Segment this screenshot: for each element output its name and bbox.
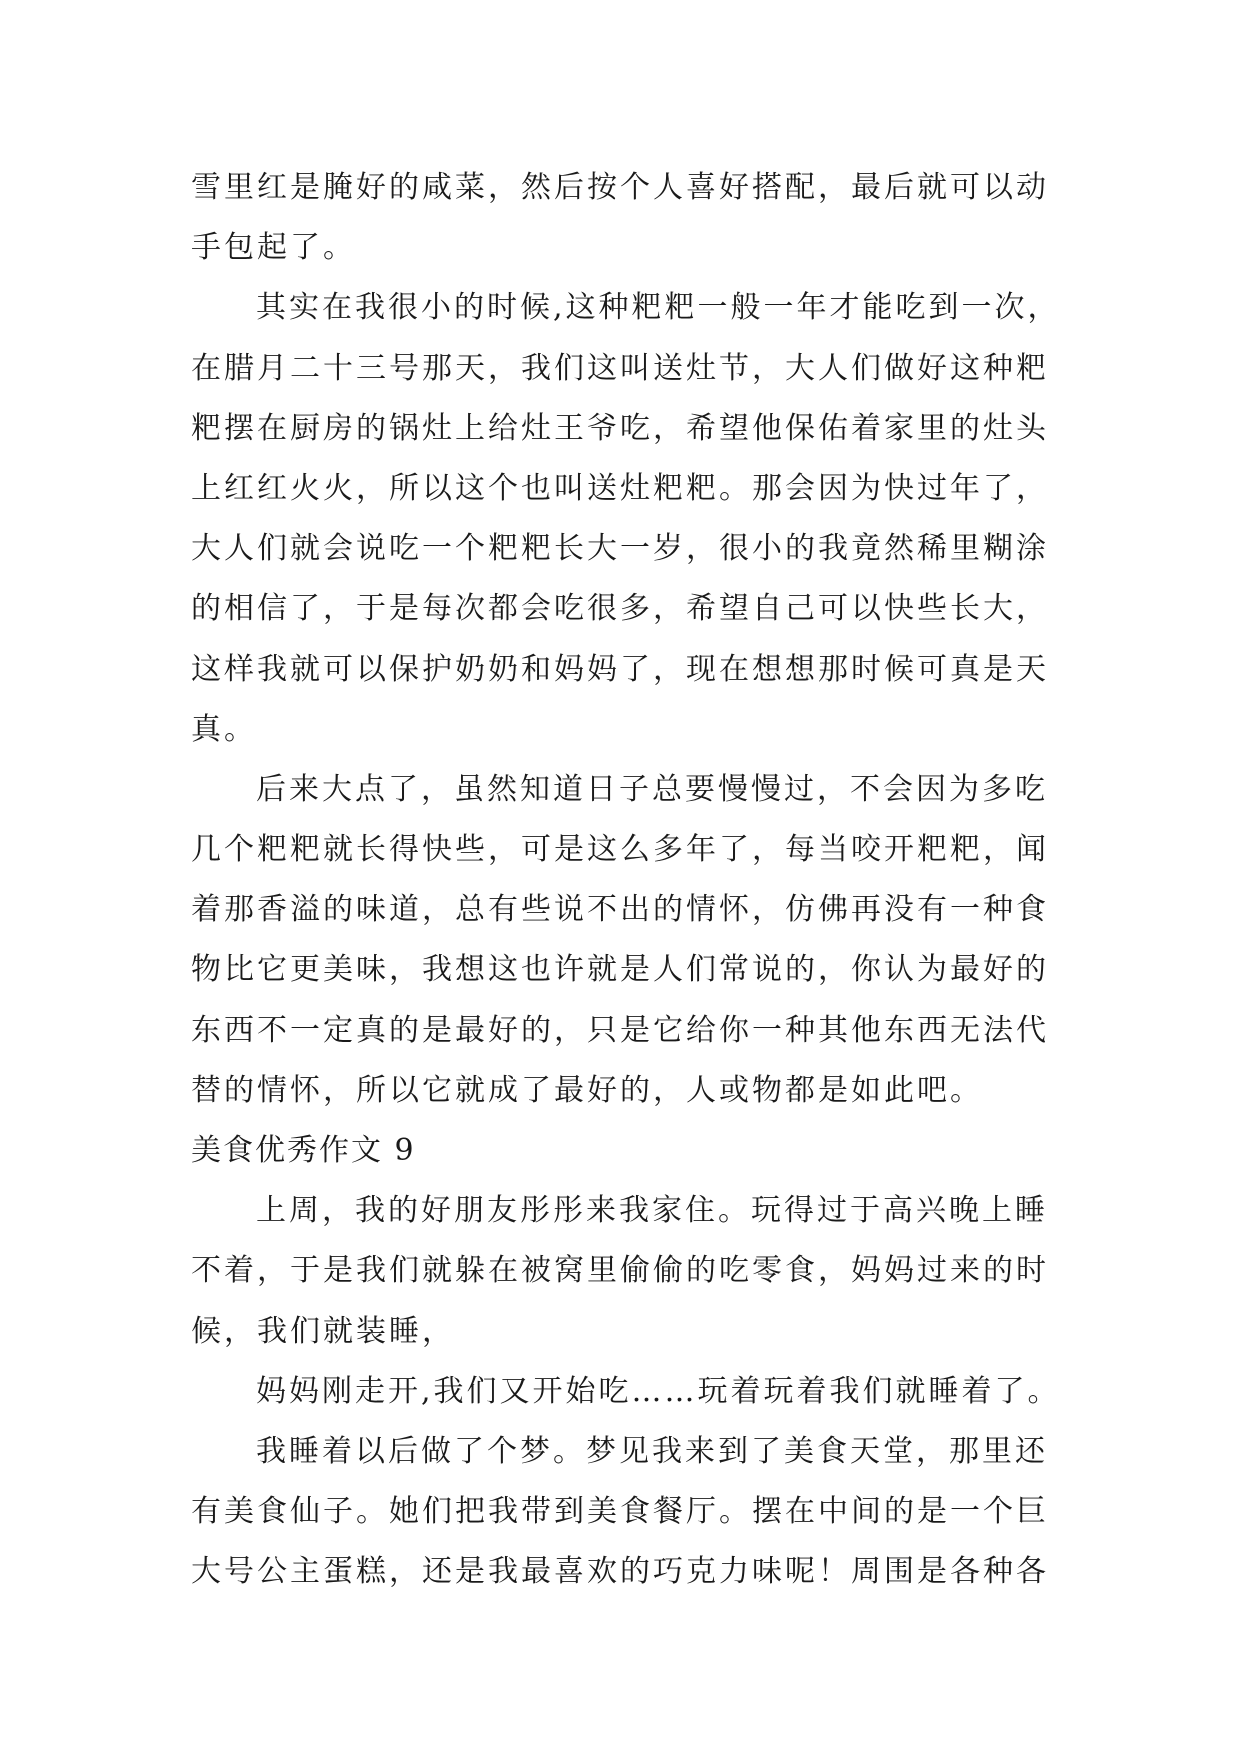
text-line: 粑摆在厨房的锅灶上给灶王爷吃，希望他保佑着家里的灶头 xyxy=(191,410,1049,446)
text-line: 在腊月二十三号那天，我们这叫送灶节，大人们做好这种粑 xyxy=(191,350,1049,386)
paragraph-3 xyxy=(191,760,1091,1121)
text-line: 真。 xyxy=(191,711,257,747)
text-line: 东西不一定真的是最好的，只是它给你一种其他东西无法代 xyxy=(191,1012,1049,1048)
text-line: 上红红火火，所以这个也叫送灶粑粑。那会因为快过年了， xyxy=(191,470,1049,506)
text-line: 有美食仙子。她们把我带到美食餐厅。摆在中间的是一个巨 xyxy=(191,1494,1049,1530)
text-line: 不着，于是我们就躲在被窝里偷偷的吃零食，妈妈过来的时 xyxy=(191,1253,1049,1289)
text-line: 我睡着以后做了个梦。梦见我来到了美食天堂，那里还 xyxy=(256,1433,1048,1469)
text-line: 大号公主蛋糕，还是我最喜欢的巧克力味呢！周围是各种各 xyxy=(191,1554,1049,1590)
paragraph-4 xyxy=(191,1181,1091,1362)
paragraph-6 xyxy=(191,1422,1091,1603)
section-title: 美食优秀作文 9 xyxy=(191,1133,416,1168)
text-line: 手包起了。 xyxy=(191,230,356,266)
document-body xyxy=(191,158,1091,1603)
text-line: 的相信了，于是每次都会吃很多，希望自己可以快些长大， xyxy=(191,591,1049,627)
text-line: 物比它更美味，我想这也许就是人们常说的，你认为最好的 xyxy=(191,952,1049,988)
paragraph-5 xyxy=(191,1362,1091,1422)
text-line: 雪里红是腌好的咸菜，然后按个人喜好搭配，最后就可以动 xyxy=(191,170,1049,205)
paragraph-1 xyxy=(191,158,1091,278)
text-line: 其实在我很小的时候,这种粑粑一般一年才能吃到一次， xyxy=(256,290,1061,326)
text-line: 妈妈刚走开,我们又开始吃……玩着玩着我们就睡着了。 xyxy=(256,1373,1061,1409)
text-line: 候，我们就装睡， xyxy=(191,1313,455,1349)
text-line: 后来大点了，虽然知道日子总要慢慢过，不会因为多吃 xyxy=(256,771,1048,807)
text-line: 上周，我的好朋友彤彤来我家住。玩得过于高兴晚上睡 xyxy=(256,1193,1048,1229)
text-line: 这样我就可以保护奶奶和妈妈了，现在想想那时候可真是天 xyxy=(191,651,1049,687)
text-line: 大人们就会说吃一个粑粑长大一岁，很小的我竟然稀里糊涂 xyxy=(191,531,1049,567)
text-line: 替的情怀，所以它就成了最好的，人或物都是如此吧。 xyxy=(191,1072,983,1108)
text-line: 几个粑粑就长得快些，可是这么多年了，每当咬开粑粑，闻 xyxy=(191,832,1049,868)
text-line: 着那香溢的味道，总有些说不出的情怀，仿佛再没有一种食 xyxy=(191,892,1049,928)
paragraph-2 xyxy=(191,278,1091,760)
